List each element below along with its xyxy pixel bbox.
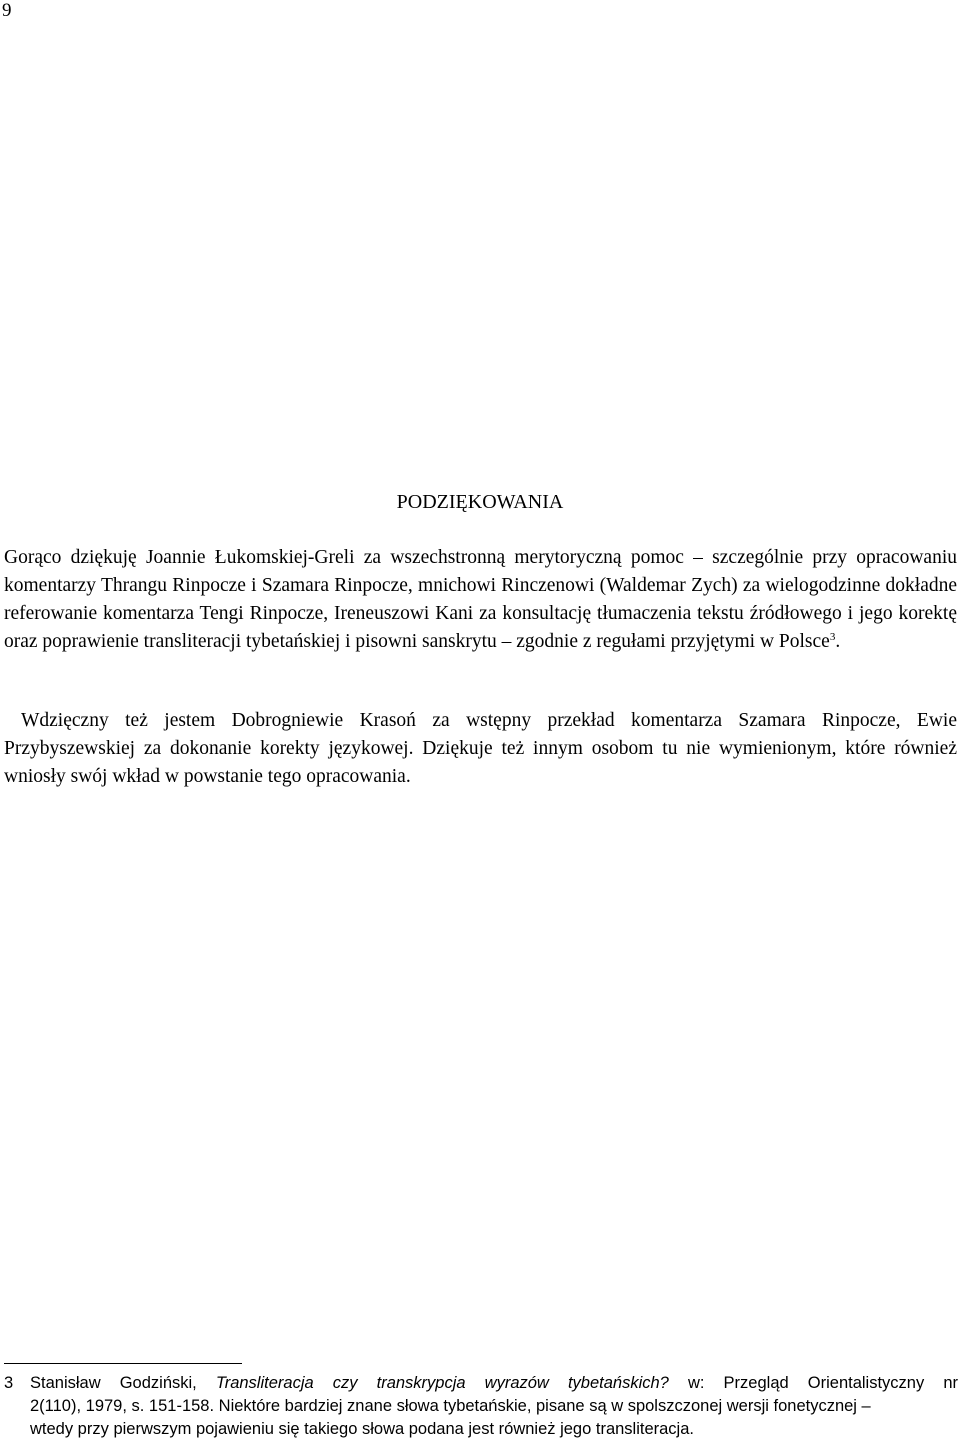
- acknowledgements-paragraph-2: Wdzięczny też jestem Dobrogniewie Krasoń za wstępny przekład komentarza Szamara Rinpocze, Ewie Przybyszewskiej za dokonanie korekty językowej. Dziękuje też innym osobom tu nie wymienionym, które również wniosły swój wkład w powstanie tego opracowania.: [4, 710, 957, 787]
- footnote-line-1: [4, 1372, 958, 1395]
- footnote-reference[interactable]: 3: [829, 631, 836, 643]
- footnote-title: Transliteracja czy transkrypcja wyrazów tybetańskich?: [215, 1374, 669, 1392]
- footnote-line-3: wtedy przy pierwszym pojawieniu się takiego słowa podana jest również jego transliteracja.: [30, 1420, 694, 1438]
- acknowledgements-paragraph-1: [4, 544, 957, 656]
- footnote-line-2: 2(110), 1979, s. 151-158. Niektóre bardziej znane słowa tybetańskie, pisane są w spolszczonej wersji fonetycznej –: [30, 1397, 871, 1415]
- paragraph-1-end: .: [835, 631, 841, 652]
- footnote-author: Stanisław Godziński,: [30, 1374, 197, 1392]
- footnote-source-1: w: Przegląd Orientalistyczny nr: [687, 1374, 958, 1392]
- footnote-number: 3: [4, 1374, 14, 1392]
- footnote-separator: [4, 1363, 242, 1364]
- footnote: [4, 1372, 958, 1441]
- paragraph-1-text: Gorąco dziękuję Joannie Łukomskiej-Greli za wszechstronną merytoryczną pomoc – szczególnie przy opracowaniu komentarzy Thrangu Rinpocze i Szamara Rinpocze, mnichowi Rinczenowi (Waldemar Zych) za wielogodzinne dokładne referowanie komentarza Tengi Rinpocze, Ireneuszowi Kani za konsultację tłumaczenia tekstu źródłowego i jego korektę oraz poprawienie transliteracji tybetańskiej i pisowni sanskrytu – zgodnie z regułami przyjętymi w Polsce: [4, 547, 957, 652]
- section-heading: PODZIĘKOWANIA: [396, 491, 564, 513]
- page-number: 9: [2, 0, 12, 21]
